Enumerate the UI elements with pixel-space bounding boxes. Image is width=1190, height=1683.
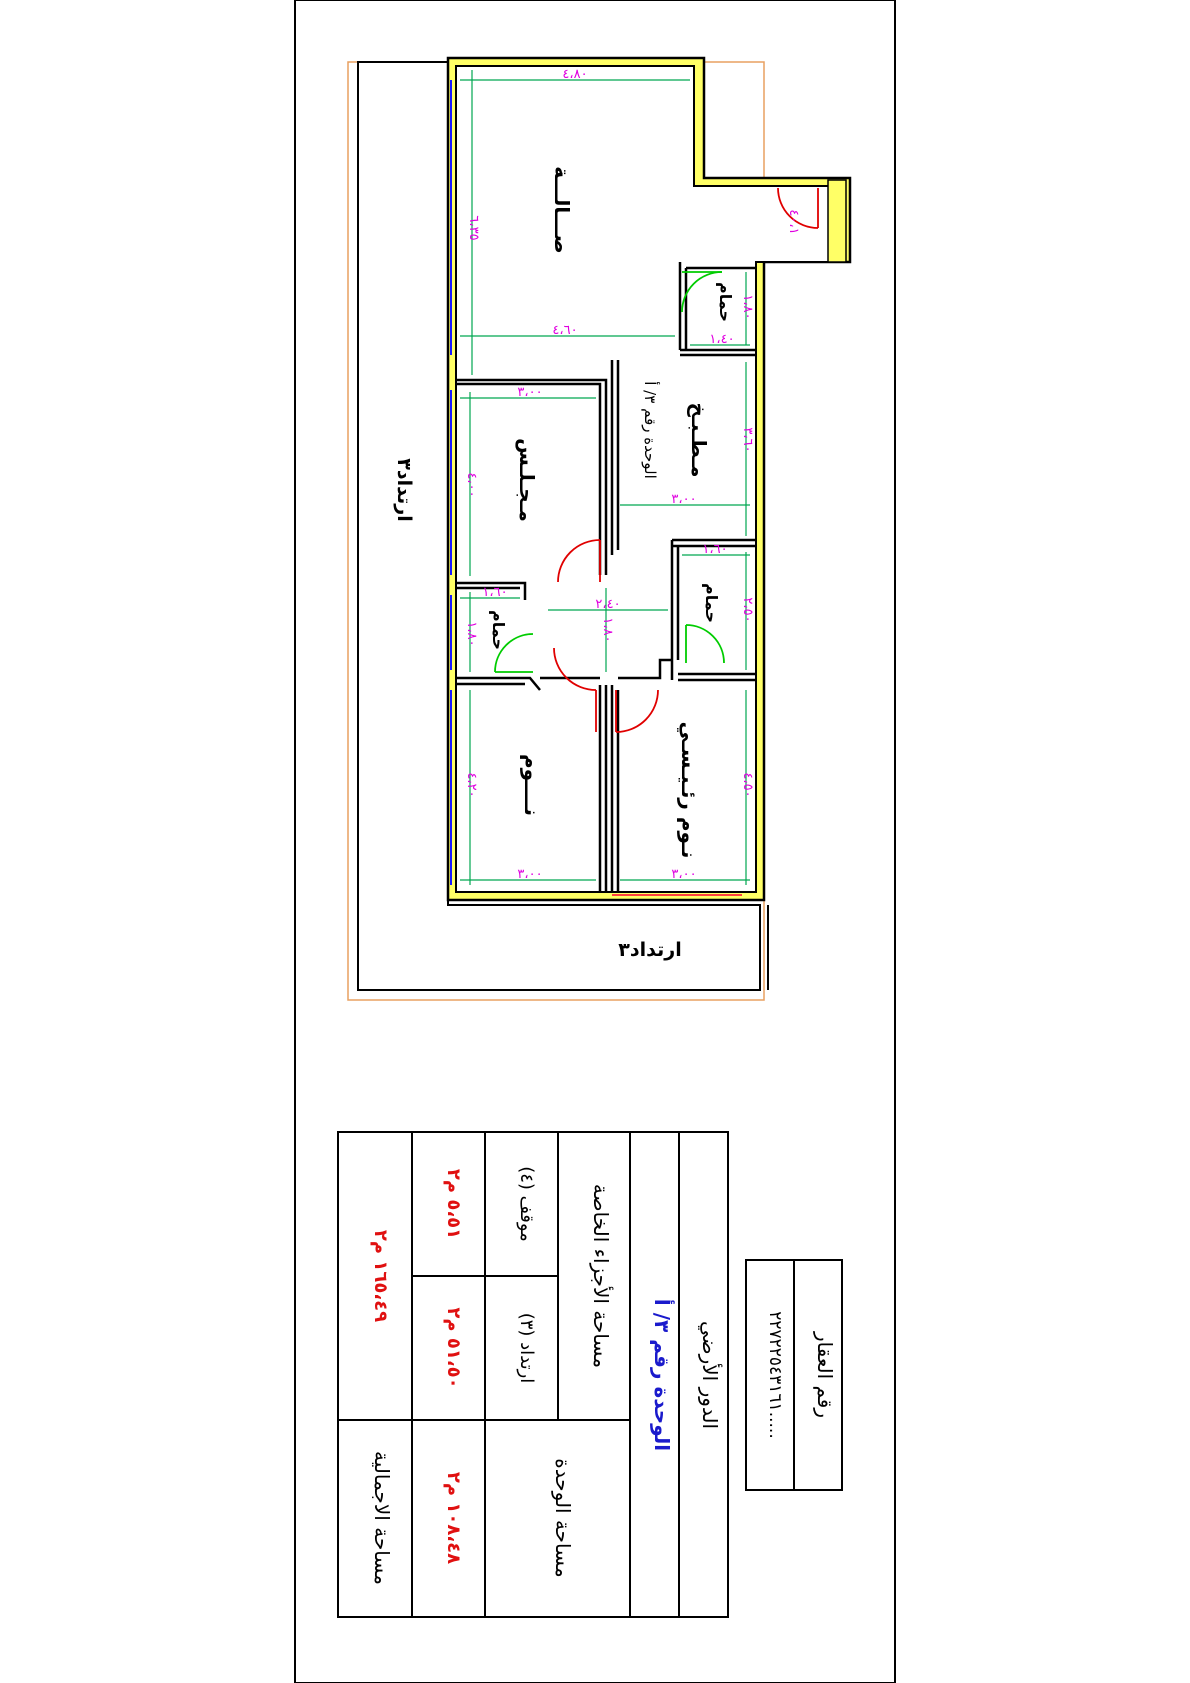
unit-label: الوحدة رقم ٣/ أ [650, 1298, 674, 1452]
room-hall: صـــالـــة [550, 166, 574, 254]
unit-area-label: مساحة الوحدة [551, 1458, 575, 1578]
private-parts-label: مساحة الأجزاء الخاصة [589, 1183, 613, 1369]
dim-bath-top-w: ١،٤٠ [709, 332, 735, 347]
dim-hall-bottom: ٤،٦٠ [552, 323, 578, 338]
dim-bedroom-w: ٣،٠٠ [517, 867, 543, 882]
floor-label: الدور الأرضي [698, 1320, 722, 1430]
dim-kitchen-h: ٣،٦٠ [740, 427, 755, 453]
dim-bath-mid-w: ١،٦٠ [702, 542, 728, 557]
room-bedroom: نــــوم [520, 753, 544, 817]
inner-floor [456, 66, 830, 892]
dim-master-h: ٤،٥٠ [740, 772, 755, 798]
setback-left-label: ارتداد٣ [393, 458, 415, 522]
room-majlis: مـجـلـس [515, 438, 539, 522]
dim-bath-small-h: ١،٨٠ [464, 621, 479, 647]
setback-value: ٥١،٥٠ م٢ [443, 1307, 464, 1389]
dim-master-w: ٣،٠٠ [671, 867, 697, 882]
unit-area-value: ١٠٨،٤٨ م٢ [443, 1471, 464, 1565]
property-label: رقم العقار [813, 1331, 837, 1419]
room-bath-top: حمام [716, 282, 735, 322]
setback-label: ارتداد (٣) [516, 1312, 537, 1384]
dim-hall-h: ٦،٣٥ [466, 215, 481, 241]
room-kitchen: مـطـبـخ [687, 402, 711, 478]
parking-label: موقف (٤) [516, 1166, 537, 1242]
unit-label-plan: الوحدة رقم ٣/ أ [641, 381, 659, 479]
dim-kitchen-w: ٣،٠٠ [671, 492, 697, 507]
dim-corridor-h: ١،٨٠ [600, 617, 615, 643]
total-value: ١٦٥،٤٩ م٢ [370, 1229, 391, 1323]
dim-bath-top-h: ١،٨٠ [740, 294, 755, 320]
dim-majlis-h: ٤،٠٠ [464, 472, 479, 498]
room-bath-mid: حمام [702, 583, 721, 623]
dim-corridor-w: ٢،٤٠ [595, 597, 621, 612]
dim-bedroom-h: ٤،٢٠ [464, 772, 479, 798]
dim-hall-w: ٤،٨٠ [562, 67, 588, 82]
dim-entry: ٤٠،١ [786, 209, 801, 235]
total-label: مساحة الاجمالية [370, 1451, 394, 1585]
entry-porch [828, 180, 846, 262]
room-bath-small: حمام [489, 610, 508, 650]
property-value: ٢٢٧٢٢٥٤٣١٦١..... [765, 1311, 785, 1439]
parking-value: ٥،٥١ م٢ [443, 1168, 464, 1240]
dim-bath-mid-h: ٢،٥٠ [740, 597, 755, 623]
table-texts [370, 1166, 837, 1585]
dim-majlis-w: ٣،٠٠ [517, 385, 543, 400]
room-master: نـوم رئـيـسـي [677, 721, 701, 859]
setback-bottom-label: ارتداد٣ [618, 939, 682, 961]
dim-bath-small-w: ١،٦٠ [482, 585, 508, 600]
floor-plan [348, 58, 850, 1000]
